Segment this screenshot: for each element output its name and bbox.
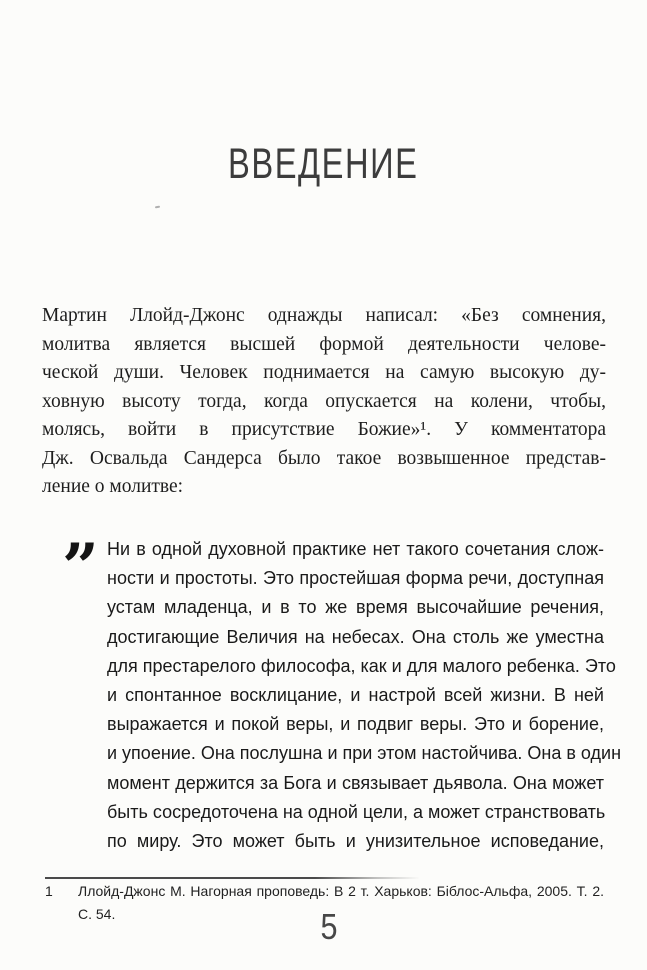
footnote-divider [45,877,420,879]
text-line: молясь, войти в присутствие Божие»¹. У комментатора [42,419,606,440]
scan-speck [155,206,160,209]
chapter-title: ВВЕДЕНИЕ [228,140,419,188]
text-line: Дж. Освальда Сандерса было такое возвышенное представ- [42,447,606,469]
text-line: достигающие Величия на небесах. Она столь же уместна [107,626,604,647]
block-quote [107,535,622,856]
intro-paragraph [42,302,606,502]
text-line: и спонтанное восклицание, и настрой всей жизни. В ней [107,685,604,706]
text-line: С. 54. [78,906,116,922]
text-line: устам младенца, и в то же время высочайшие речения, [107,597,604,618]
text-line: ховную высоту тогда, когда опускается на колени, чтобы, [42,390,606,412]
text-line: по миру. Это может быть и унизительное исповедание, [107,831,604,852]
text-line: быть сосредоточена на одной цели, а может странствовать [107,801,606,822]
footnote-number: 1 [45,883,53,899]
text-line: Ллойд-Джонс М. Нагорная проповедь: В 2 т. Харьков: Біблос-Альфа, 2005. Т. 2. [78,883,604,899]
text-line: для престарелого философа, как и для малого ребенка. Это [107,655,616,676]
text-line: ление о молитве: [42,476,184,497]
text-line: выражается и покой веры, и подвиг веры. Это и борение, [107,714,604,735]
chapter-title-row [0,140,647,188]
quote-mark-icon: ” [62,530,99,605]
page-number-row [0,908,647,946]
text-line: Мартин Ллойд-Джонс однажды написал: «Без сомнения, [42,305,606,326]
text-line: ности и простоты. Это простейшая форма речи, доступная [107,568,604,589]
text-line: Ни в одной духовной практике нет такого сочетания слож- [107,539,604,559]
text-line: момент держится за Бога и связывает дьявола. Она может [107,772,604,793]
text-line: молитва является высшей формой деятельности челове- [42,333,606,355]
page-number: 5 [320,906,339,947]
text-line: ческой души. Человек поднимается на самую высокую ду- [42,362,606,383]
text-line: и упоение. Она послушна и при этом настойчива. Она в один [107,743,622,764]
